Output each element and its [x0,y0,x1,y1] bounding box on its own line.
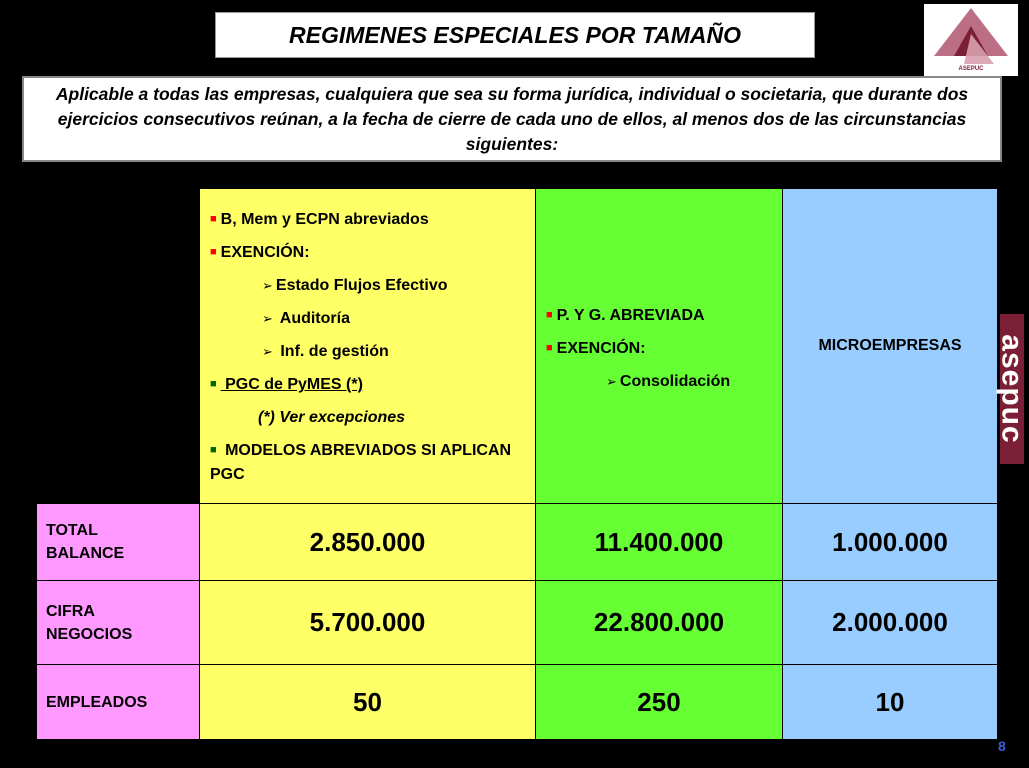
arrow-bullet-icon: ➢ [262,311,273,326]
pyg-regime-cell [535,188,783,504]
pymes-item-pgc: PGC de PyMES (*) [220,376,363,393]
row-label-cifra-negocios: CIFRA NEGOCIOS [36,580,200,665]
pymes-sub-audit: Auditoría [275,310,350,327]
bullet-icon: ■ [546,342,553,354]
pymes-sub-management-report: Inf. de gestión [275,343,389,360]
bullet-icon: ■ [546,309,553,321]
value-empleados-pymes: 50 [199,664,536,740]
pymes-item-abbreviated-accounts: B, Mem y ECPN abreviados [220,211,429,228]
bullet-icon: ■ [210,444,217,456]
arrow-bullet-icon: ➢ [262,344,273,359]
asepuc-logo [924,4,1018,76]
value-total-balance-micro: 1.000.000 [782,503,998,581]
logo-caption: ASEPUC [958,66,984,72]
arrow-bullet-icon: ➢ [262,278,273,293]
value-cifra-negocios-pyg: 22.800.000 [535,580,783,665]
micro-regime-cell [782,188,998,504]
value-empleados-pyg: 250 [535,664,783,740]
page-title: REGIMENES ESPECIALES POR TAMAÑO [215,12,815,58]
pymes-note-exceptions: (*) Ver excepciones [258,409,406,426]
watermark-text: asepuc [996,334,1029,444]
value-total-balance-pyg: 11.400.000 [535,503,783,581]
page-number: 8 [998,738,1006,754]
pymes-regime-cell [199,188,536,504]
bullet-icon: ■ [210,246,217,258]
bullet-icon: ■ [210,213,217,225]
pymes-item-exemption: EXENCIÓN: [220,244,310,261]
intro-text: Aplicable a todas las empresas, cualquiera que sea su forma jurídica, individual o societaria, que durante dos ejercicios consecutivos reúnan, a la fecha de cierre de cada uno de ellos, al menos dos de las circunstancias siguientes: [22,76,1002,162]
bullet-icon: ■ [210,378,217,390]
arrow-bullet-icon: ➢ [606,374,617,389]
value-empleados-micro: 10 [782,664,998,740]
value-total-balance-pymes: 2.850.000 [199,503,536,581]
row-label-total-balance: TOTAL BALANCE [36,503,200,581]
value-cifra-negocios-pymes: 5.700.000 [199,580,536,665]
pyg-item-abbreviated: P. Y G. ABREVIADA [556,307,705,324]
value-cifra-negocios-micro: 2.000.000 [782,580,998,665]
pymes-item-models: MODELOS ABREVIADOS SI APLICAN PGC [210,442,512,483]
micro-label: MICROEMPRESAS [818,337,962,354]
pymes-sub-cash-flow: Estado Flujos Efectivo [275,277,448,294]
row-label-empleados: EMPLEADOS [36,664,200,740]
pyg-item-exemption: EXENCIÓN: [556,340,646,357]
pyg-sub-consolidation: Consolidación [619,373,731,390]
asepuc-watermark [996,314,1029,464]
